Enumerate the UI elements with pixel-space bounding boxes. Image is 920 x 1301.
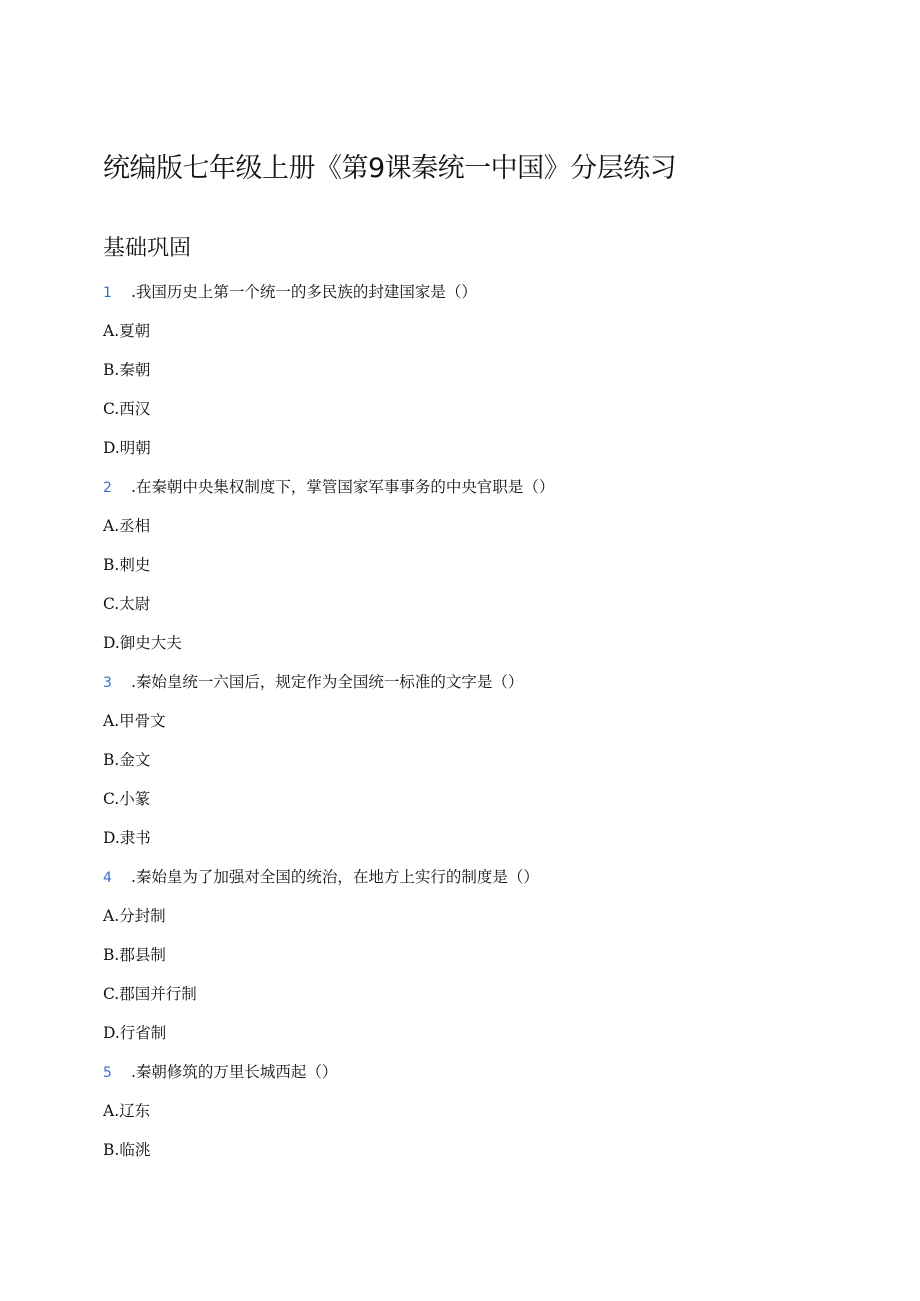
document-title: 统编版七年级上册《第9课秦统一中国》分层练习: [103, 153, 677, 184]
option-d: D.隶书: [103, 829, 151, 847]
option-c: C.西汉: [103, 400, 151, 418]
option-a: A.辽东: [103, 1102, 151, 1120]
question-number: 4: [103, 870, 112, 886]
option-a: A.分封制: [103, 907, 166, 925]
option-c: C.郡国并行制: [103, 985, 197, 1003]
question-text: .我国历史上第一个统一的多民族的封建国家是（）: [131, 283, 477, 301]
option-b: B.刺史: [103, 556, 151, 574]
question-text: .秦始皇为了加强对全国的统治，在地方上实行的制度是（）: [131, 868, 539, 886]
option-c: C.小篆: [103, 790, 151, 808]
option-b: B.秦朝: [103, 361, 151, 379]
option-d: D.御史大夫: [103, 634, 182, 652]
question-stem: [103, 1061, 337, 1083]
option-b: B.郡县制: [103, 946, 166, 964]
option-c: C.太尉: [103, 595, 151, 613]
section-heading: 基础巩固: [103, 236, 192, 261]
option-a: A.甲骨文: [103, 712, 166, 730]
question-number: 5: [103, 1065, 112, 1081]
question-number: 2: [103, 480, 112, 496]
option-a: A.丞相: [103, 517, 151, 535]
option-d: D.明朝: [103, 439, 151, 457]
question-text: .在秦朝中央集权制度下，掌管国家军事事务的中央官职是（）: [131, 478, 555, 496]
question-number: 3: [103, 675, 112, 691]
question-text: .秦始皇统一六国后，规定作为全国统一标准的文字是（）: [131, 673, 524, 691]
question-stem: [103, 281, 477, 303]
question-number: 1: [103, 285, 112, 301]
question-stem: [103, 866, 539, 888]
option-b: B.金文: [103, 751, 151, 769]
question-stem: [103, 476, 554, 498]
option-d: D.行省制: [103, 1024, 167, 1042]
question-text: .秦朝修筑的万里长城西起（）: [131, 1063, 338, 1081]
option-a: A.夏朝: [103, 322, 151, 340]
option-b: B.临洮: [103, 1141, 151, 1159]
question-stem: [103, 671, 523, 693]
